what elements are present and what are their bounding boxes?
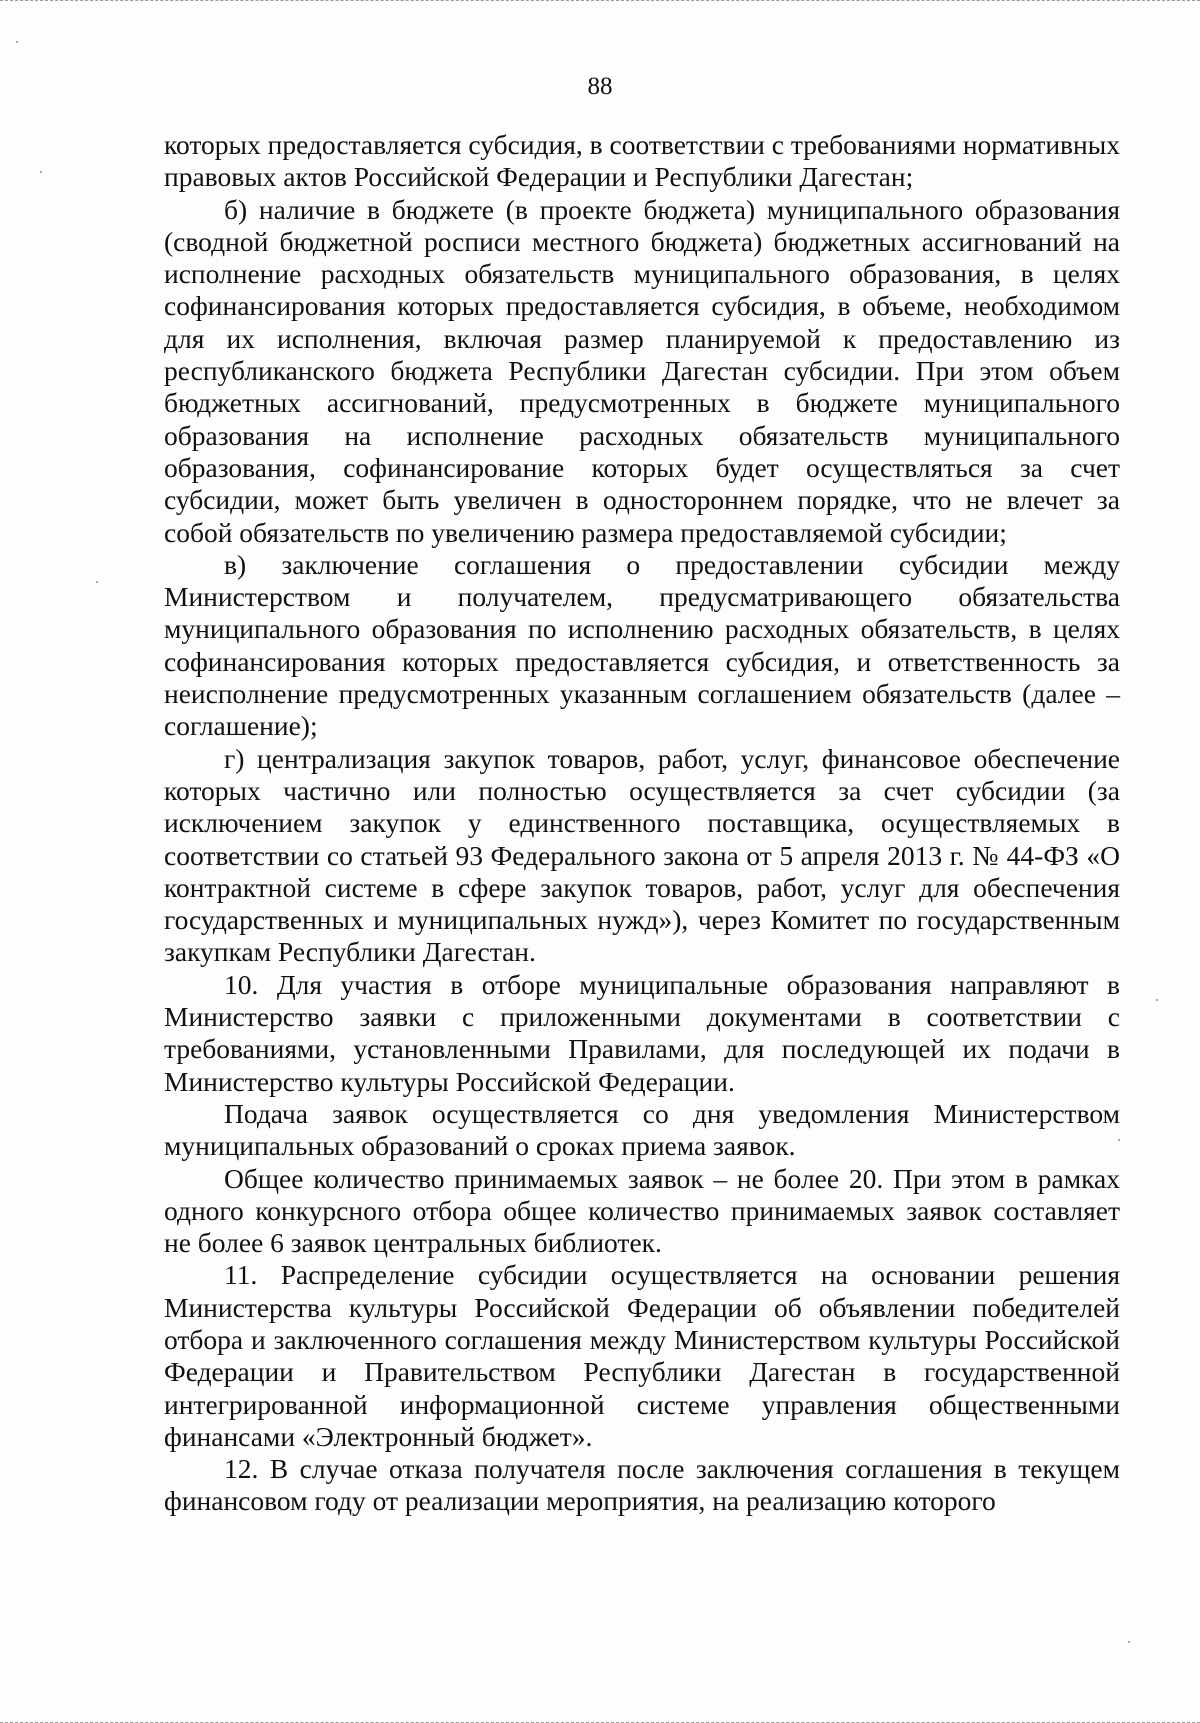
scan-speck xyxy=(96,581,98,583)
paragraph-item-g: г) централизация закупок товаров, работ, услуг, финансовое обеспечение которых частично или полностью осуществляется за счет субсидии (за исключением закупок у единственного поставщика, осуществляемых в соответствии со статьей 93 Федерального закона от 5 апреля 2013 г. № 44-ФЗ «О контрактной системе в сфере закупок товаров, работ, услуг для обеспечения государственных и муниципальных нужд»), через Комитет по государственным закупкам Республики Дагестан. xyxy=(164,742,1120,968)
paragraph-clause-12: 12. В случае отказа получателя после заключения соглашения в текущем финансовом году от реализации мероприятия, на реализацию которого xyxy=(164,1453,1120,1517)
page-number: 88 xyxy=(587,73,613,100)
paragraph-clause-10: 10. Для участия в отборе муниципальные образования направляют в Министерство заявки с приложенными документами в соответствии с требованиями, установленными Правилами, для последующей их подачи в Министерство культуры Российской Федерации. xyxy=(164,968,1120,1097)
paragraph-clause-11: 11. Распределение субсидии осуществляется на основании решения Министерства культуры Российской Федерации об объявлении победителей отбора и заключенного соглашения между Министерством культуры Российской Федерации и Правительством Республики Дагестан в государственной интегрированной информационной системе управления общественными финансами «Электронный бюджет». xyxy=(164,1259,1120,1452)
scan-speck xyxy=(1156,999,1158,1001)
scan-speck xyxy=(1118,1139,1120,1141)
paragraph-application-count: Общее количество принимаемых заявок – не более 20. При этом в рамках одного конкурсного отбора общее количество принимаемых заявок составляет не более 6 заявок центральных библиотек. xyxy=(164,1162,1120,1259)
scan-speck xyxy=(16,41,18,43)
paragraph-continuation: которых предоставляется субсидия, в соответствии с требованиями нормативных правовых актов Российской Федерации и Республики Дагестан; xyxy=(164,129,1120,193)
scan-speck xyxy=(1128,1641,1130,1643)
paragraph-item-b: б) наличие в бюджете (в проекте бюджета) муниципального образования (сводной бюджетной росписи местного бюджета) бюджетных ассигнований на исполнение расходных обязательств муниципального образования, в целях софинансирования которых предоставляется субсидия, в объеме, необходимом для их исполнения, включая размер планируемой к предоставлению из республиканского бюджета Республики Дагестан субсидии. При этом объем бюджетных ассигнований, предусмотренных в бюджете муниципального образования на исполнение расходных обязательств муниципального образования, софинансирование которых будет осуществляться за счет субсидии, может быть увеличен в одностороннем порядке, что не влечет за собой обязательств по увеличению размера предоставляемой субсидии; xyxy=(164,193,1120,548)
document-body xyxy=(164,129,1120,1518)
paragraph-item-v: в) заключение соглашения о предоставлении субсидии между Министерством и получателем, предусматривающего обязательства муниципального образования по исполнению расходных обязательств, в целях софинансирования которых предоставляется субсидия, и ответственность за неисполнение предусмотренных указанным соглашением обязательств (далее – соглашение); xyxy=(164,548,1120,742)
scan-speck xyxy=(40,171,42,173)
paragraph-application-submission: Подача заявок осуществляется со дня уведомления Министерством муниципальных образований о сроках приема заявок. xyxy=(164,1097,1120,1162)
